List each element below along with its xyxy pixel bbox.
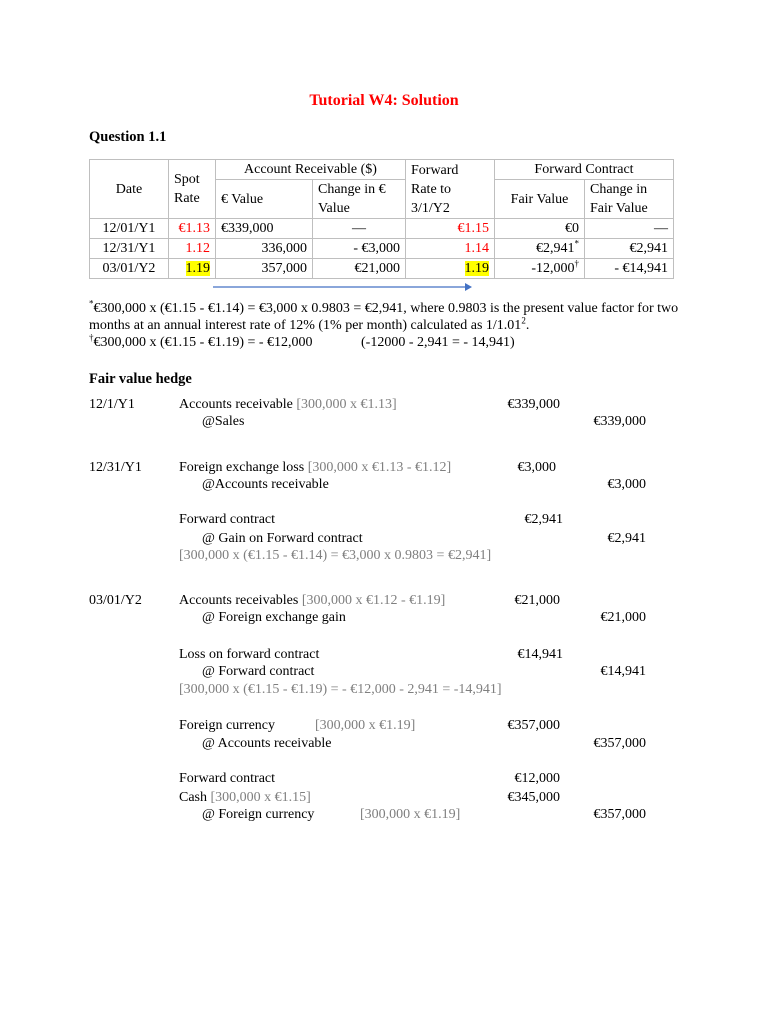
debit-amount: €2,941 [524, 512, 563, 527]
page-title: Tutorial W4: Solution [309, 92, 459, 109]
credit-amount: €357,000 [593, 736, 646, 751]
credit-amount: €14,941 [600, 664, 646, 679]
table-row [90, 259, 674, 279]
credit-amount: €357,000 [593, 807, 646, 822]
debit-account: Foreign currency [179, 718, 276, 733]
entry-date: 03/01/Y2 [89, 593, 142, 608]
row-fv-change: - €14,941 [585, 259, 674, 279]
credit-account: @ Forward contract [202, 664, 315, 679]
row-fair-value: €2,941* [495, 239, 585, 259]
arrow-connector [213, 282, 473, 292]
header-date: Date [90, 160, 169, 219]
question-heading: Question 1.1 [89, 129, 167, 145]
debit-account: Forward contract [179, 771, 276, 786]
debit-amount: €12,000 [514, 771, 560, 786]
highlighted-spot: 1.19 [185, 261, 210, 276]
calculation-note: [300,000 x (€1.15 - €1.14) = €3,000 x 0.9803 = €2,941] [179, 548, 492, 563]
debit-amount: €345,000 [507, 790, 560, 805]
debit-amount: €14,941 [517, 647, 563, 662]
debit-amount: €357,000 [507, 718, 560, 733]
credit-amount: €2,941 [607, 531, 646, 546]
row-fv-change: — [585, 219, 674, 239]
table-row [90, 219, 674, 239]
debit-account: Cash [300,000 x €1.15] [179, 790, 311, 805]
table-row [90, 239, 674, 259]
credit-account: @Accounts receivable [202, 477, 329, 492]
footnote-star-line1: *€300,000 x (€1.15 - €1.14) = €3,000 x 0.9803 = €2,941, where 0.9803 is the present value factor for two [89, 298, 679, 316]
header-euro-value: € Value [216, 180, 313, 219]
header-account-receivable: Account Receivable ($) [216, 160, 406, 180]
row-fv-change: €2,941 [585, 239, 674, 259]
credit-account: @Sales [202, 414, 245, 429]
debit-amount: €21,000 [514, 593, 560, 608]
debit-account: Accounts receivables [300,000 x €1.12 - €1.19] [179, 593, 446, 608]
debit-amount: €3,000 [517, 460, 556, 475]
row-date: 12/01/Y1 [90, 219, 169, 239]
row-change: — [313, 219, 406, 239]
section-heading: Fair value hedge [89, 371, 192, 387]
row-forward: 1.14 [406, 239, 495, 259]
debit-account: Accounts receivable [300,000 x €1.13] [179, 397, 397, 412]
calculation-note: [300,000 x €1.19] [315, 718, 416, 733]
credit-account: @ Accounts receivable [202, 736, 332, 751]
debit-account: Foreign exchange loss [300,000 x €1.13 - €1.12] [179, 460, 452, 475]
row-value: €339,000 [216, 219, 313, 239]
header-fair-value: Fair Value [495, 180, 585, 219]
row-spot [169, 259, 216, 279]
debit-amount: €339,000 [507, 397, 560, 412]
header-change-value: Change in € Value [313, 180, 406, 219]
footnote-star-line2: months at an annual interest rate of 12% (1% per month) calculated as 1/1.01$^2$. [89, 315, 530, 333]
credit-account: @ Foreign exchange gain [202, 610, 346, 625]
row-date: 12/31/Y1 [90, 239, 169, 259]
hedge-table [89, 159, 674, 279]
row-forward [406, 259, 495, 279]
footnote-dagger: †€300,000 x (€1.15 - €1.19) = - €12,000 (-12000 - 2,941 = - 14,941) [89, 332, 515, 350]
header-spot-rate: Spot Rate [169, 160, 216, 219]
credit-account: @ Gain on Forward contract [202, 531, 363, 546]
row-change: - €3,000 [313, 239, 406, 259]
row-fair-value: -12,000† [495, 259, 585, 279]
entry-date: 12/1/Y1 [89, 397, 135, 412]
row-value: 357,000 [216, 259, 313, 279]
row-fair-value: €0 [495, 219, 585, 239]
calculation-note: [300,000 x €1.19] [360, 807, 461, 822]
row-change: €21,000 [313, 259, 406, 279]
calculation-note: [300,000 x (€1.15 - €1.19) = - €12,000 - 2,941 = -14,941] [179, 682, 502, 697]
row-date: 03/01/Y2 [90, 259, 169, 279]
row-spot: 1.12 [169, 239, 216, 259]
entry-date: 12/31/Y1 [89, 460, 142, 475]
row-forward: €1.15 [406, 219, 495, 239]
header-change-fair-value: Change in Fair Value [585, 180, 674, 219]
row-value: 336,000 [216, 239, 313, 259]
credit-amount: €21,000 [600, 610, 646, 625]
row-spot: €1.13 [169, 219, 216, 239]
header-forward-contract: Forward Contract [495, 160, 674, 180]
header-forward-rate: Forward Rate to 3/1/Y2 [406, 160, 495, 219]
highlighted-forward: 1.19 [464, 261, 489, 276]
debit-account: Forward contract [179, 512, 276, 527]
credit-amount: €3,000 [607, 477, 646, 492]
debit-account: Loss on forward contract [179, 647, 320, 662]
credit-amount: €339,000 [593, 414, 646, 429]
credit-account: @ Foreign currency [202, 807, 315, 822]
